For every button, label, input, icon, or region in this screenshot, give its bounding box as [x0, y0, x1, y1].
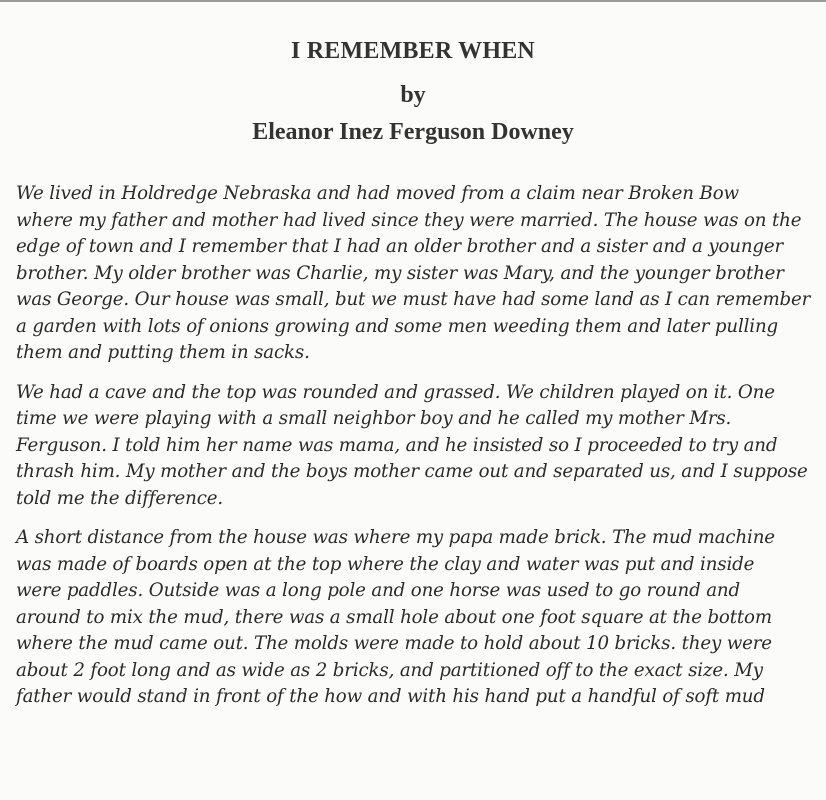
- paragraph-line: A short distance from the house was where my papa made brick. The mud machine: [16, 527, 775, 548]
- paragraph-line: father would stand in front of the how and with his hand put a handful of soft mud: [16, 686, 765, 707]
- paragraph-line: edge of town and I remember that I had an older brother and a sister and a younger: [16, 236, 784, 257]
- paragraph-line: about 2 foot long and as wide as 2 bricks, and partitioned off to the exact size. My: [16, 659, 763, 681]
- paragraph-line: Ferguson. I told him her name was mama, and he insisted so I proceeded to try and: [16, 434, 778, 456]
- paragraph-line: around to mix the mud, there was a small hole about one foot square at the bottom: [16, 606, 772, 628]
- paragraph-1: [16, 181, 816, 367]
- paragraph-3: [16, 525, 816, 711]
- paragraph-line: where my father and mother had lived since they were married. The house was on the: [16, 209, 802, 231]
- paragraph-line: thrash him. My mother and the boys mother came out and separated us, and I suppose: [16, 461, 808, 482]
- paragraph-line: brother. My older brother was Charlie, my sister was Mary, and the younger brother: [16, 262, 784, 284]
- memoir-body: [16, 181, 816, 724]
- paragraph-line: We lived in Holdredge Nebraska and had moved from a claim near Broken Bow: [16, 183, 739, 204]
- paragraph-line: told me the difference.: [16, 487, 223, 509]
- document-title: I REMEMBER WHEN: [291, 38, 535, 64]
- paragraph-line: where the mud came out. The molds were made to hold about 10 bricks. they were: [16, 633, 772, 654]
- paragraph-line: time we were playing with a small neighbor boy and he called my mother Mrs.: [16, 408, 732, 429]
- paragraph-2: [16, 380, 816, 513]
- author-name: Eleanor Inez Ferguson Downey: [252, 119, 574, 145]
- paragraph-line: a garden with lots of onions growing and some men weeding them and later pulling: [16, 315, 779, 337]
- paragraph-line: was made of boards open at the top where the clay and water was put and inside: [16, 553, 755, 575]
- paragraph-line: them and putting them in sacks.: [16, 342, 310, 363]
- paragraph-line: were paddles. Outside was a long pole and one horse was used to go round and: [16, 580, 740, 601]
- paragraph-line: was George. Our house was small, but we must have had some land as I can remember: [16, 289, 811, 310]
- byline: by: [400, 82, 426, 108]
- paragraph-line: We had a cave and the top was rounded and grassed. We children played on it. One: [16, 381, 775, 403]
